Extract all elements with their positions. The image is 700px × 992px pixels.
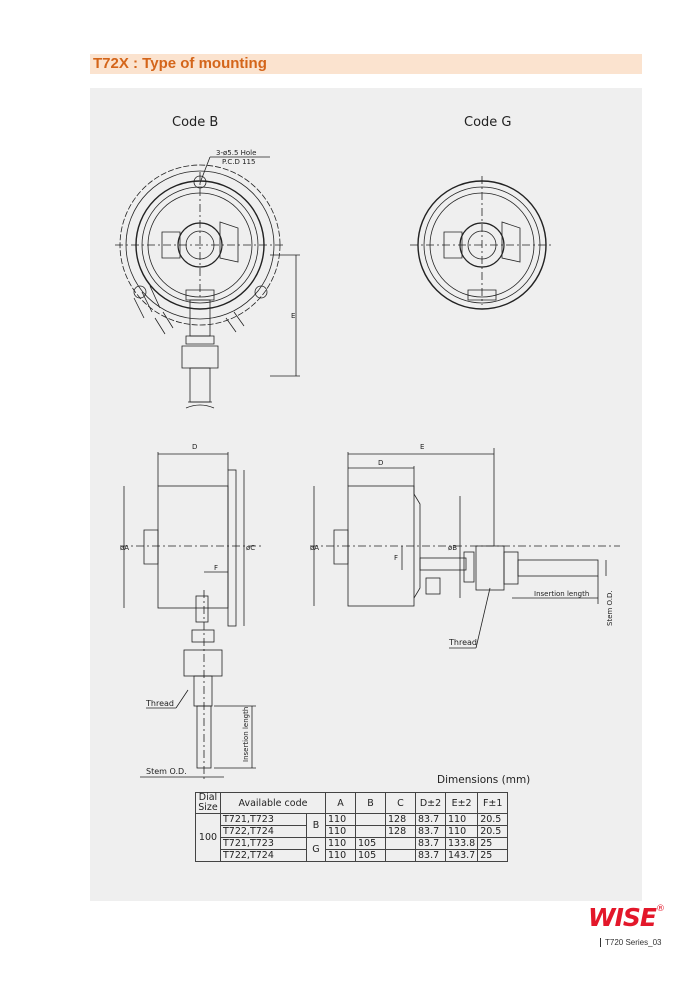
table-row [196, 826, 508, 838]
header-a: A [326, 793, 356, 814]
d-cell: 83.7 [416, 814, 446, 826]
insertion-label-g: Insertion length [534, 590, 590, 598]
registered-mark: ® [656, 904, 665, 914]
f-cell: 25 [478, 850, 508, 862]
stem-label-g: Stem O.D. [606, 590, 614, 626]
b-cell: 105 [356, 850, 386, 862]
pcd-note: P.C.D 115 [222, 158, 256, 166]
f-cell: 25 [478, 838, 508, 850]
header-f: F±1 [478, 793, 508, 814]
table-header-row [196, 793, 508, 814]
dim-d-label-g: D [378, 459, 384, 467]
e-cell: 143.7 [446, 850, 478, 862]
code-b-front-gauge [115, 165, 285, 408]
header-dial-size: Dial Size [196, 793, 221, 814]
code-b-label: Code B [172, 115, 219, 130]
header-available-code: Available code [221, 793, 326, 814]
c-cell: 128 [386, 826, 416, 838]
header-e: E±2 [446, 793, 478, 814]
d-cell: 83.7 [416, 838, 446, 850]
models-cell: T722,T724 [221, 850, 307, 862]
table-row [196, 814, 508, 826]
insertion-label-b: Insertion length [242, 706, 250, 762]
dim-a-label-b: øA [120, 544, 130, 552]
a-cell: 110 [326, 838, 356, 850]
table-row [196, 838, 508, 850]
e-cell: 110 [446, 814, 478, 826]
e-cell: 110 [446, 826, 478, 838]
thread-label-b: Thread [146, 699, 174, 708]
a-cell: 110 [326, 850, 356, 862]
wise-logo: WISE [588, 903, 656, 932]
header-b: B [356, 793, 386, 814]
c-cell [386, 850, 416, 862]
c-cell: 128 [386, 814, 416, 826]
d-cell: 83.7 [416, 826, 446, 838]
dimensions-title: Dimensions (mm) [437, 774, 531, 786]
b-cell: 105 [356, 838, 386, 850]
b-cell [356, 826, 386, 838]
hole-note: 3-ø5.5 Hole [216, 149, 257, 157]
c-cell [386, 838, 416, 850]
a-cell: 110 [326, 814, 356, 826]
dim-c-label-b: øC [246, 544, 256, 552]
code-cell: G [306, 838, 325, 862]
models-cell: T722,T724 [221, 826, 307, 838]
header-c: C [386, 793, 416, 814]
a-cell: 110 [326, 826, 356, 838]
code-g-label: Code G [464, 115, 512, 130]
e-cell: 133.8 [446, 838, 478, 850]
models-cell: T721,T723 [221, 814, 307, 826]
f-cell: 20.5 [478, 814, 508, 826]
dim-f-label-g: F [394, 554, 399, 562]
section-title: T72X : Type of mounting [93, 55, 267, 72]
dim-b-label-g: øB [448, 544, 458, 552]
code-g-side-view [310, 486, 620, 606]
models-cell: T721,T723 [221, 838, 307, 850]
dim-e-label-g: E [420, 443, 425, 451]
dial-size-cell: 100 [196, 814, 221, 862]
b-cell [356, 814, 386, 826]
code-g-front-gauge [410, 176, 554, 309]
dimensions-table [195, 792, 508, 862]
dim-d-label-b: D [192, 443, 198, 451]
code-cell: B [306, 814, 325, 838]
series-footer: T720 Series_03 [600, 938, 661, 947]
table-row [196, 850, 508, 862]
dim-f-label-b: F [214, 564, 219, 572]
stem-label-b: Stem O.D. [146, 767, 187, 776]
thread-label-g: Thread [449, 638, 477, 647]
d-cell: 83.7 [416, 850, 446, 862]
header-d: D±2 [416, 793, 446, 814]
code-b-side-view [120, 470, 262, 780]
f-cell: 20.5 [478, 826, 508, 838]
dim-e-label: E [291, 312, 296, 320]
dim-a-label-g: øA [310, 544, 320, 552]
